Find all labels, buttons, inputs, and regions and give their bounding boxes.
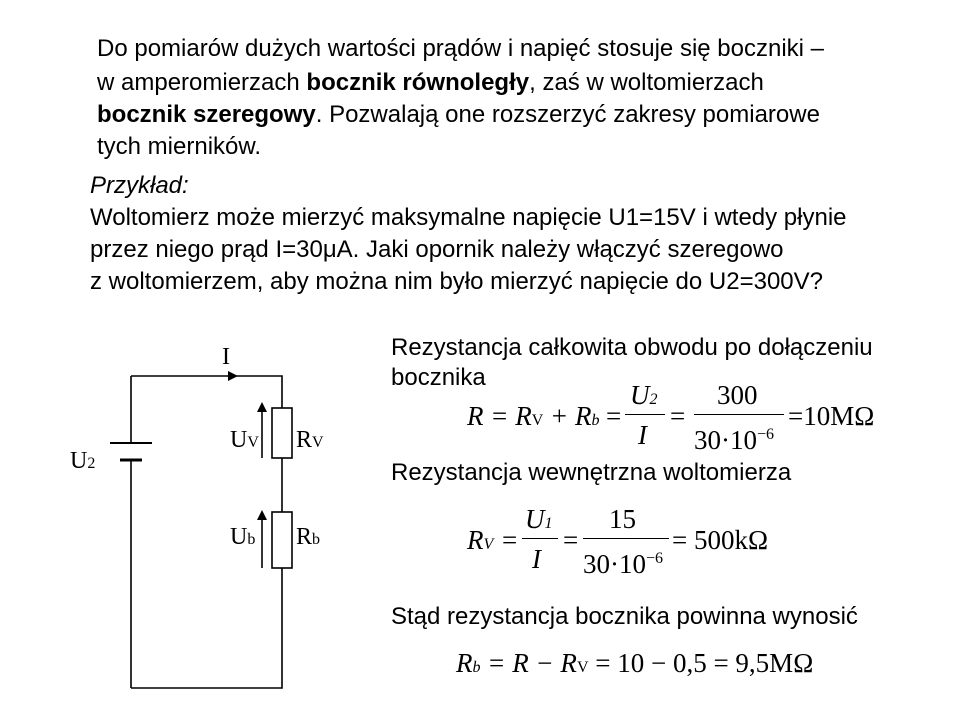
example-line-1: Woltomierz może mierzyć maksymalne napięcie U1=15V i wtedy płynie — [90, 204, 847, 231]
total-frac2-num: 300 — [717, 380, 758, 410]
internal-frac1-num: U1 — [525, 504, 553, 534]
wire-bottom — [131, 568, 282, 688]
total-frac1-num: U2 — [630, 380, 658, 410]
source-label: U2 — [70, 448, 96, 474]
total-label-line-2: bocznika — [391, 364, 486, 391]
total-label-line-1: Rezystancja całkowita obwodu po dołączeniu — [391, 334, 873, 361]
intro-line-2: w amperomierzach bocznik równoległy, zaś w woltomierzach — [97, 69, 764, 96]
total-frac2-den: $30\cdot 10^{-6}$ — [694, 425, 775, 455]
example-label: Przykład: — [90, 172, 189, 199]
rv-label: RV — [296, 427, 324, 453]
wire-top — [131, 376, 282, 408]
ub-label: Ub — [230, 524, 256, 550]
internal-lhs: RV — [467, 525, 494, 555]
total-eq-2: = — [670, 401, 686, 431]
uv-label: UV — [230, 427, 259, 453]
intro-line-4: tych mierników. — [97, 133, 262, 160]
internal-frac2-bar — [583, 538, 669, 539]
total-frac1-den: I — [638, 420, 647, 450]
intro-line-1: Do pomiarów dużych wartości prądów i napięć stosuje się boczniki – — [97, 35, 825, 62]
resistor-rv — [272, 408, 292, 458]
intro-line-3: bocznik szeregowy. Pozwalają one rozszerzyć zakresy pomiarowe — [97, 101, 820, 128]
internal-result: = 500kΩ — [672, 525, 769, 555]
internal-eq-2: = — [563, 525, 579, 555]
parallel-shunt-term: bocznik równoległy — [306, 69, 530, 96]
total-lhs: R = RV + Rb — [467, 401, 600, 431]
internal-eq-1: = — [502, 525, 518, 555]
total-eq-1: = — [606, 401, 622, 431]
internal-frac2-num: 15 — [609, 504, 636, 534]
example-line-3: z woltomierzem, aby można nim było mierzyć napięcie do U2=300V? — [90, 268, 823, 295]
current-arrow-icon — [228, 371, 238, 381]
total-frac2-bar — [694, 414, 784, 415]
internal-frac1-den: I — [532, 544, 541, 574]
current-label: I — [222, 344, 230, 370]
uv-arrow-head-icon — [257, 402, 267, 412]
total-frac1-bar — [625, 414, 665, 415]
shunt-label: Stąd rezystancja bocznika powinna wynosić — [391, 603, 858, 630]
resistor-rb — [272, 512, 292, 568]
rb-label: Rb — [296, 524, 321, 550]
internal-frac2-den: $30\cdot 10^{-6}$ — [583, 549, 664, 579]
total-result: =10MΩ — [788, 401, 875, 431]
ub-arrow-head-icon — [257, 510, 267, 520]
series-shunt-term: bocznik szeregowy — [97, 101, 316, 128]
internal-frac1-bar — [522, 538, 558, 539]
internal-label: Rezystancja wewnętrzna woltomierza — [391, 459, 792, 486]
shunt-equation: Rb = R − RV = 10 − 0,5 = 9,5MΩ — [456, 648, 814, 678]
example-line-2: przez niego prąd I=30μA. Jaki opornik należy włączyć szeregowo — [90, 236, 784, 263]
